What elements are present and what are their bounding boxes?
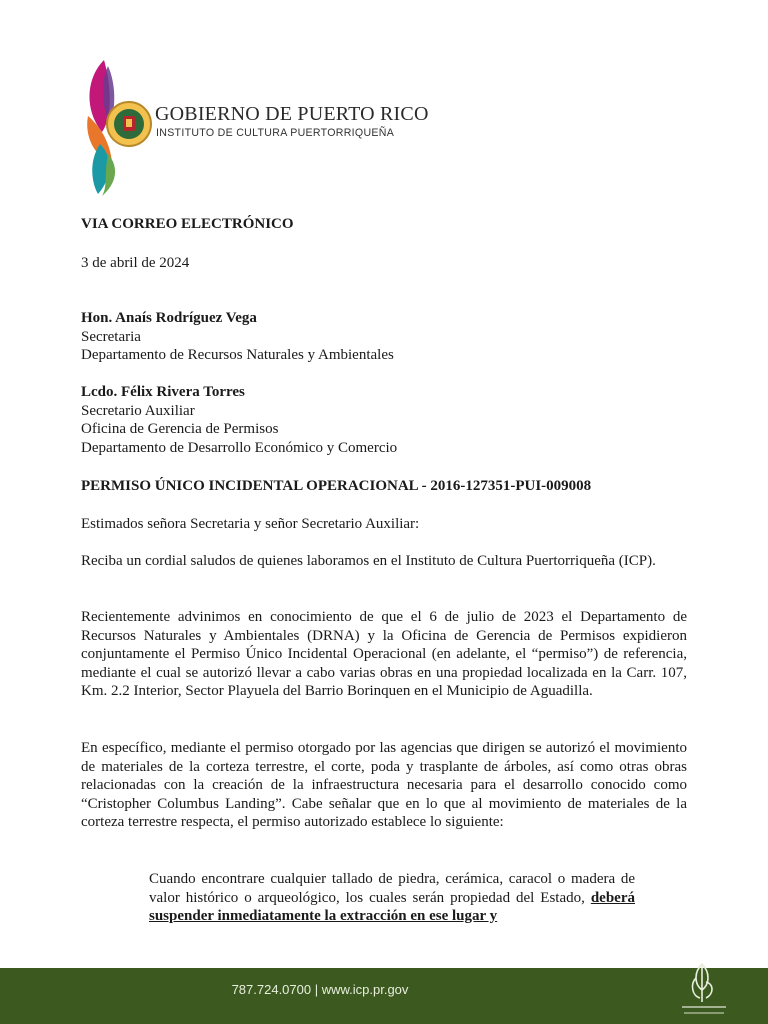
- recipient-2-title: Secretario Auxiliar: [81, 402, 195, 419]
- org-name: GOBIERNO DE PUERTO RICO: [155, 103, 429, 125]
- delivery-method: VIA CORREO ELECTRÓNICO: [81, 216, 294, 232]
- paragraph-1: Reciba un cordial saludos de quienes laboramos en el Instituto de Cultura Puertorriqueña (ICP).: [81, 553, 656, 569]
- org-subtitle: INSTITUTO DE CULTURA PUERTORRIQUEÑA: [156, 127, 395, 139]
- letterhead: [82, 58, 429, 198]
- recipient-block-2: [81, 383, 687, 457]
- recipient-1-dept: Departamento de Recursos Naturales y Ambientales: [81, 347, 394, 363]
- paragraph-3: En específico, mediante el permiso otorgado por las agencias que dirigen se autorizó el movimiento de materiales de la corteza terrestre, el corte, poda y trasplante de árboles, así como otras obras relacionadas con la creación de la infraestructura necesaria para el desarrollo conocido como “Cristopher Columbus Landing”. Cabe señalar que en lo que al movimiento de materiales de la corteza terrestre respecta, el permiso autorizado establece lo siguiente:: [81, 740, 687, 830]
- block-quote: [149, 870, 635, 926]
- recipient-1-title: Secretaria: [81, 328, 141, 345]
- icp-logo-icon: [82, 58, 156, 198]
- footer-bar: [0, 968, 768, 1024]
- footer-contact: 787.724.0700 | www.icp.pr.gov: [231, 982, 409, 997]
- salutation: Estimados señora Secretaria y señor Secretario Auxiliar:: [81, 516, 420, 532]
- recipient-1-name: Hon. Anaís Rodríguez Vega: [81, 310, 257, 326]
- recipient-block-1: [81, 309, 687, 365]
- subject-line: PERMISO ÚNICO INCIDENTAL OPERACIONAL - 2016-127351-PUI-009008: [81, 478, 592, 494]
- icp-monogram-icon: [672, 958, 736, 1022]
- recipient-2-name: Lcdo. Félix Rivera Torres: [81, 384, 245, 400]
- quote-text: Cuando encontrare cualquier tallado de piedra, cerámica, caracol o madera de valor histórico o arqueológico, los cuales serán propiedad del Estado,: [149, 871, 635, 906]
- letter-date: 3 de abril de 2024: [81, 255, 190, 271]
- recipient-2-dept: Departamento de Desarrollo Económico y Comercio: [81, 439, 398, 456]
- paragraph-2: Recientemente advinimos en conocimiento de que el 6 de julio de 2023 el Departamento de Recursos Naturales y Ambientales (DRNA) y la Oficina de Gerencia de Permisos expidieron conjuntamente el Permiso Único Incidental Operacional (en adelante, el “permiso”) de referencia, mediante el cual se autorizó llevar a cabo varias obras en una propiedad localizada en la Carr. 107, Km. 2.2 Interior, Sector Playuela del Barrio Borinquen en el Municipio de Aguadilla.: [81, 609, 687, 699]
- quote-emphasis: deberá suspender inmediatamente la extracción en ese lugar y: [149, 889, 635, 924]
- recipient-2-office: Oficina de Gerencia de Permisos: [81, 421, 279, 437]
